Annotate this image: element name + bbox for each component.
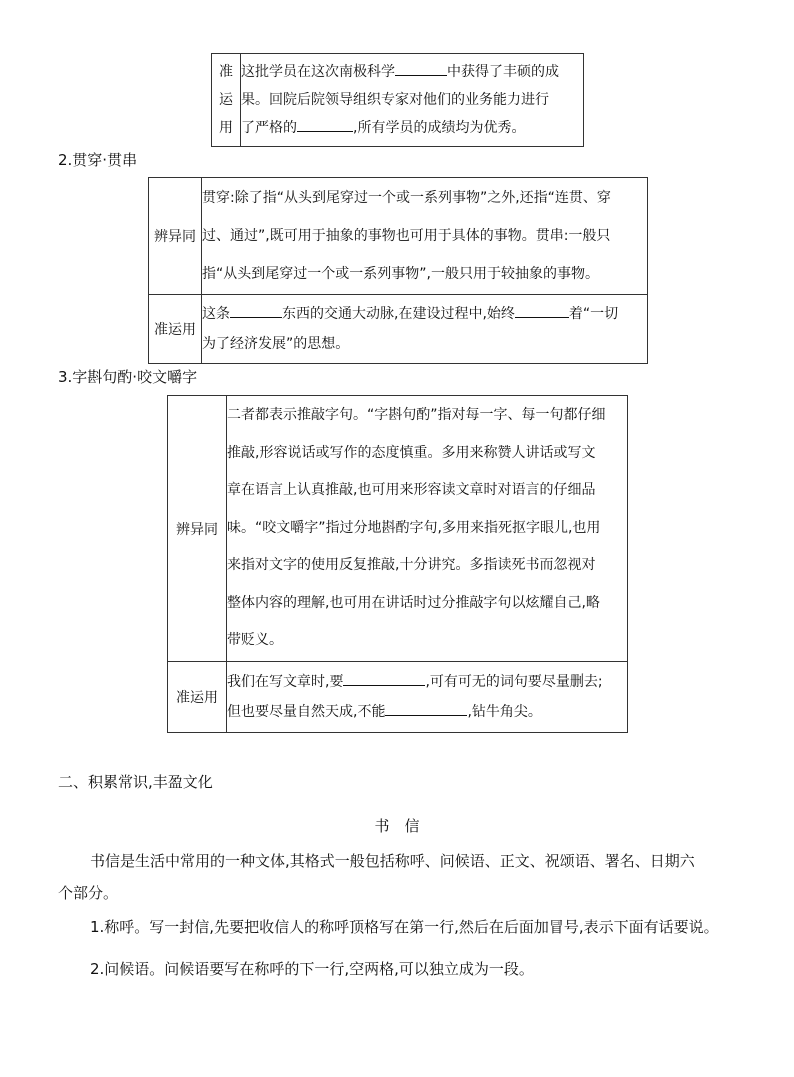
text-line: 来指对文字的使用反复推敲,十分讲究。多指读死书而忽视对	[227, 557, 596, 574]
text-segment: 着“一切	[568, 306, 619, 322]
text-line: 过、通过”,既可用于抽象的事物也可用于具体的事物。贯串:一般只	[202, 228, 611, 244]
text-line: 贯穿:除了指“从头到尾穿过一个或一系列事物”之外,还指“连贯、穿	[202, 190, 611, 206]
table-usage-1	[211, 53, 584, 147]
text-line: 整体内容的理解,也可用在讲话时过分推敲字句以炫耀自己,略	[227, 594, 600, 611]
text-segment: 中获得了丰硕的成	[447, 64, 559, 80]
usage-label-2: 准运用	[149, 295, 202, 364]
fill-blank	[343, 673, 425, 686]
diff-text-3	[227, 396, 628, 662]
fill-blank	[395, 63, 447, 76]
usage-label-3: 准运用	[168, 662, 227, 733]
text-segment: 为了经济发展”的思想。	[202, 336, 350, 352]
part-heading: 二、积累常识,丰盈文化	[58, 773, 213, 791]
text-segment: 了严格的	[241, 120, 297, 136]
usage-label-1	[212, 54, 241, 147]
paragraph: 个部分。	[58, 884, 119, 902]
text-line: 二者都表示推敲字句。“字斟句酌”指对每一字、每一句都仔细	[227, 407, 606, 424]
diff-label-2: 辨异同	[149, 178, 202, 295]
paragraph: 2.问候语。问候语要写在称呼的下一行,空两格,可以独立成为一段。	[90, 960, 534, 978]
text-segment: ,所有学员的成绩均为优秀。	[353, 120, 526, 136]
usage-label-char: 运	[219, 92, 233, 108]
text-line: 指“从头到尾穿过一个或一系列事物”,一般只用于较抽象的事物。	[202, 266, 599, 282]
text-segment: 但也要尽量自然天成,不能	[227, 704, 386, 720]
article-title: 书 信	[374, 817, 420, 835]
text-segment: ,可有可无的词句要尽量删去;	[425, 674, 603, 690]
usage-text-2	[202, 295, 648, 364]
diff-label-3: 辨异同	[168, 396, 227, 662]
text-segment: 这条	[202, 306, 230, 322]
text-segment: 这批学员在这次南极科学	[241, 64, 395, 80]
usage-label-char: 准	[219, 64, 233, 80]
usage-text-3	[227, 662, 628, 733]
text-segment: 东西的交通大动脉,在建设过程中,始终	[282, 306, 515, 322]
fill-blank	[385, 703, 467, 716]
usage-text-1	[241, 54, 584, 147]
table-section-3	[167, 395, 628, 733]
table-section-2	[148, 177, 648, 364]
text-line: 推敲,形容说话或写作的态度慎重。多用来称赞人讲话或写文	[227, 444, 596, 461]
paragraph: 书信是生活中常用的一种文体,其格式一般包括称呼、问候语、正文、祝颂语、署名、日期六	[90, 852, 695, 870]
text-line: 味。“咬文嚼字”指过分地斟酌字句,多用来指死抠字眼儿,也用	[227, 519, 601, 536]
text-line: 章在语言上认真推敲,也可用来形容读文章时对语言的仔细品	[227, 482, 596, 499]
fill-blank	[297, 119, 353, 132]
section-heading-3: 3.字斟句酌·咬文嚼字	[58, 368, 198, 386]
fill-blank	[230, 305, 282, 318]
text-segment: 我们在写文章时,要	[227, 674, 344, 690]
text-segment: ,钻牛角尖。	[467, 704, 542, 720]
section-heading-2: 2.贯穿·贯串	[58, 151, 138, 169]
fill-blank	[515, 305, 569, 318]
paragraph: 1.称呼。写一封信,先要把收信人的称呼顶格写在第一行,然后在后面加冒号,表示下面有话要说。	[90, 918, 719, 936]
text-line: 带贬义。	[227, 632, 283, 649]
diff-text-2	[202, 178, 648, 295]
usage-label-char: 用	[219, 120, 233, 136]
text-segment: 果。回院后院领导组织专家对他们的业务能力进行	[241, 92, 549, 108]
